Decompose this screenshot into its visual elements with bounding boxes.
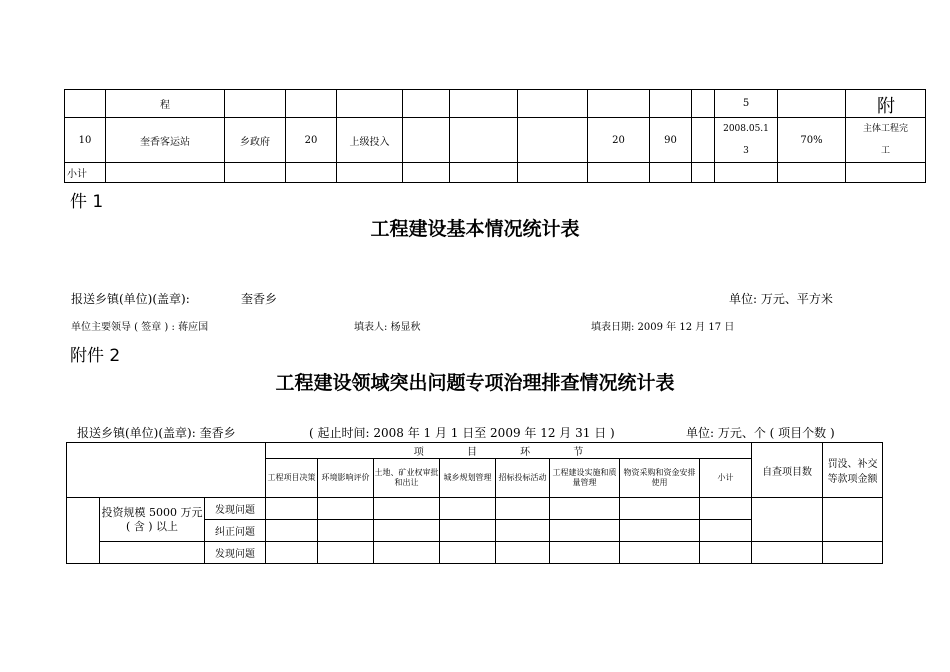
funding-source: 上级投入	[337, 118, 403, 163]
table-cell	[374, 498, 440, 520]
reporter-label: 报送乡镇(单位)(盖章):	[71, 292, 190, 306]
period-line: ( 起止时间: 2008 年 1 月 1 日至 2009 年 12 月 31 日 )	[309, 426, 615, 440]
table-cell	[823, 498, 883, 542]
status-line-2: 工	[880, 146, 890, 156]
table-cell	[650, 163, 692, 183]
table-cell	[496, 542, 550, 564]
col-header: 工程建设实施和质量管理	[550, 459, 620, 498]
table-cell	[588, 90, 650, 118]
attachment2-label: 附件 2	[70, 346, 121, 366]
header-group: 项 目 环 节	[266, 443, 752, 459]
value-2: 90	[650, 118, 692, 163]
subtotal-label: 小计	[65, 163, 106, 183]
table-cell: 5	[715, 90, 778, 118]
table-cell: 程	[106, 90, 225, 118]
table-cell	[752, 498, 823, 542]
date-label: 填表日期: 2009 年 12 月 17 日	[591, 322, 735, 333]
table-cell	[337, 90, 403, 118]
table-cell	[225, 163, 286, 183]
problem-stats-table	[66, 442, 883, 564]
attachment1-label: 件 1	[70, 192, 104, 212]
table-cell	[450, 163, 518, 183]
table-row	[65, 163, 926, 183]
table-cell	[692, 90, 715, 118]
unit-label: 单位: 万元、平方米	[729, 292, 833, 306]
table-cell	[752, 542, 823, 564]
table-cell	[620, 520, 700, 542]
status-cell	[846, 118, 926, 163]
table-cell	[286, 90, 337, 118]
table-cell	[286, 163, 337, 183]
table-cell	[778, 90, 846, 118]
table-cell	[67, 498, 100, 564]
scale-label: 投资规模 5000 万元 ( 含 ) 以上	[100, 498, 205, 542]
page-title-1: 工程建设基本情况统计表	[370, 218, 580, 240]
table-cell	[318, 542, 374, 564]
table-cell	[100, 542, 205, 564]
table-cell	[518, 90, 588, 118]
table-cell	[496, 520, 550, 542]
col-header: 环境影响评价	[318, 459, 374, 498]
table-cell	[846, 163, 926, 183]
table-cell	[403, 90, 450, 118]
table-cell	[588, 163, 650, 183]
table-cell	[440, 542, 496, 564]
corner-cell	[67, 443, 266, 498]
row-label: 纠正问题	[205, 520, 266, 542]
table-cell	[106, 163, 225, 183]
col-header: 土地、矿业权审批和出让	[374, 459, 440, 498]
table-cell	[550, 498, 620, 520]
table-cell	[318, 520, 374, 542]
table-row	[65, 118, 926, 163]
col-header: 城乡规划管理	[440, 459, 496, 498]
table-cell	[266, 520, 318, 542]
date-line-1: 2008.05.1	[723, 124, 769, 134]
table-cell	[450, 90, 518, 118]
table-cell	[225, 90, 286, 118]
table-cell	[266, 542, 318, 564]
table-cell	[374, 520, 440, 542]
table-row	[67, 498, 883, 520]
table-cell	[65, 90, 106, 118]
table-cell	[692, 118, 715, 163]
col-header: 小计	[700, 459, 752, 498]
table-cell	[518, 163, 588, 183]
row-label: 发现问题	[205, 542, 266, 564]
row-label: 发现问题	[205, 498, 266, 520]
table-row	[65, 90, 926, 118]
leader-label: 单位主要领导 ( 签章 ) : 蒋应国	[71, 322, 209, 333]
table-cell	[692, 163, 715, 183]
unit-line: 单位: 万元、个 ( 项目个数 )	[686, 426, 835, 440]
value-1: 20	[588, 118, 650, 163]
penalty-header: 罚没、补交等款项金额	[823, 443, 883, 498]
table-cell	[403, 163, 450, 183]
table-cell	[620, 498, 700, 520]
col-header: 招标投标活动	[496, 459, 550, 498]
table-cell	[496, 498, 550, 520]
table-cell	[715, 163, 778, 183]
col-header: 物资采购和资金安排使用	[620, 459, 700, 498]
reporter-line: 报送乡镇(单位)(盖章): 奎香乡	[77, 426, 236, 440]
table-cell	[374, 542, 440, 564]
table-cell	[266, 498, 318, 520]
table-cell	[700, 542, 752, 564]
progress: 70%	[778, 118, 846, 163]
project-name: 奎香客运站	[106, 118, 225, 163]
status-line-1: 主体工程完	[862, 124, 908, 134]
table-header-row	[67, 443, 883, 459]
table-cell	[700, 520, 752, 542]
table-cell	[823, 542, 883, 564]
filler-label: 填表人: 杨显秋	[354, 322, 421, 333]
table-cell	[318, 498, 374, 520]
table-cell	[403, 118, 450, 163]
table-cell	[337, 163, 403, 183]
table-cell	[700, 498, 752, 520]
department: 乡政府	[225, 118, 286, 163]
project-table	[64, 89, 926, 183]
reporter-value: 奎香乡	[241, 292, 278, 306]
table-cell	[440, 498, 496, 520]
self-check-header: 自查项目数	[752, 443, 823, 498]
col-header: 工程项目决策	[266, 459, 318, 498]
table-row	[67, 542, 883, 564]
table-cell	[440, 520, 496, 542]
date-line-2: 3	[743, 146, 749, 156]
date-cell	[715, 118, 778, 163]
table-cell	[518, 118, 588, 163]
page-title-2: 工程建设领域突出问题专项治理排查情况统计表	[275, 372, 675, 394]
table-cell	[778, 163, 846, 183]
table-cell	[550, 542, 620, 564]
table-cell	[620, 542, 700, 564]
row-number: 10	[65, 118, 106, 163]
table-cell	[450, 118, 518, 163]
amount: 20	[286, 118, 337, 163]
table-cell	[550, 520, 620, 542]
attachment1-prefix: 附	[877, 96, 895, 117]
table-cell	[650, 90, 692, 118]
